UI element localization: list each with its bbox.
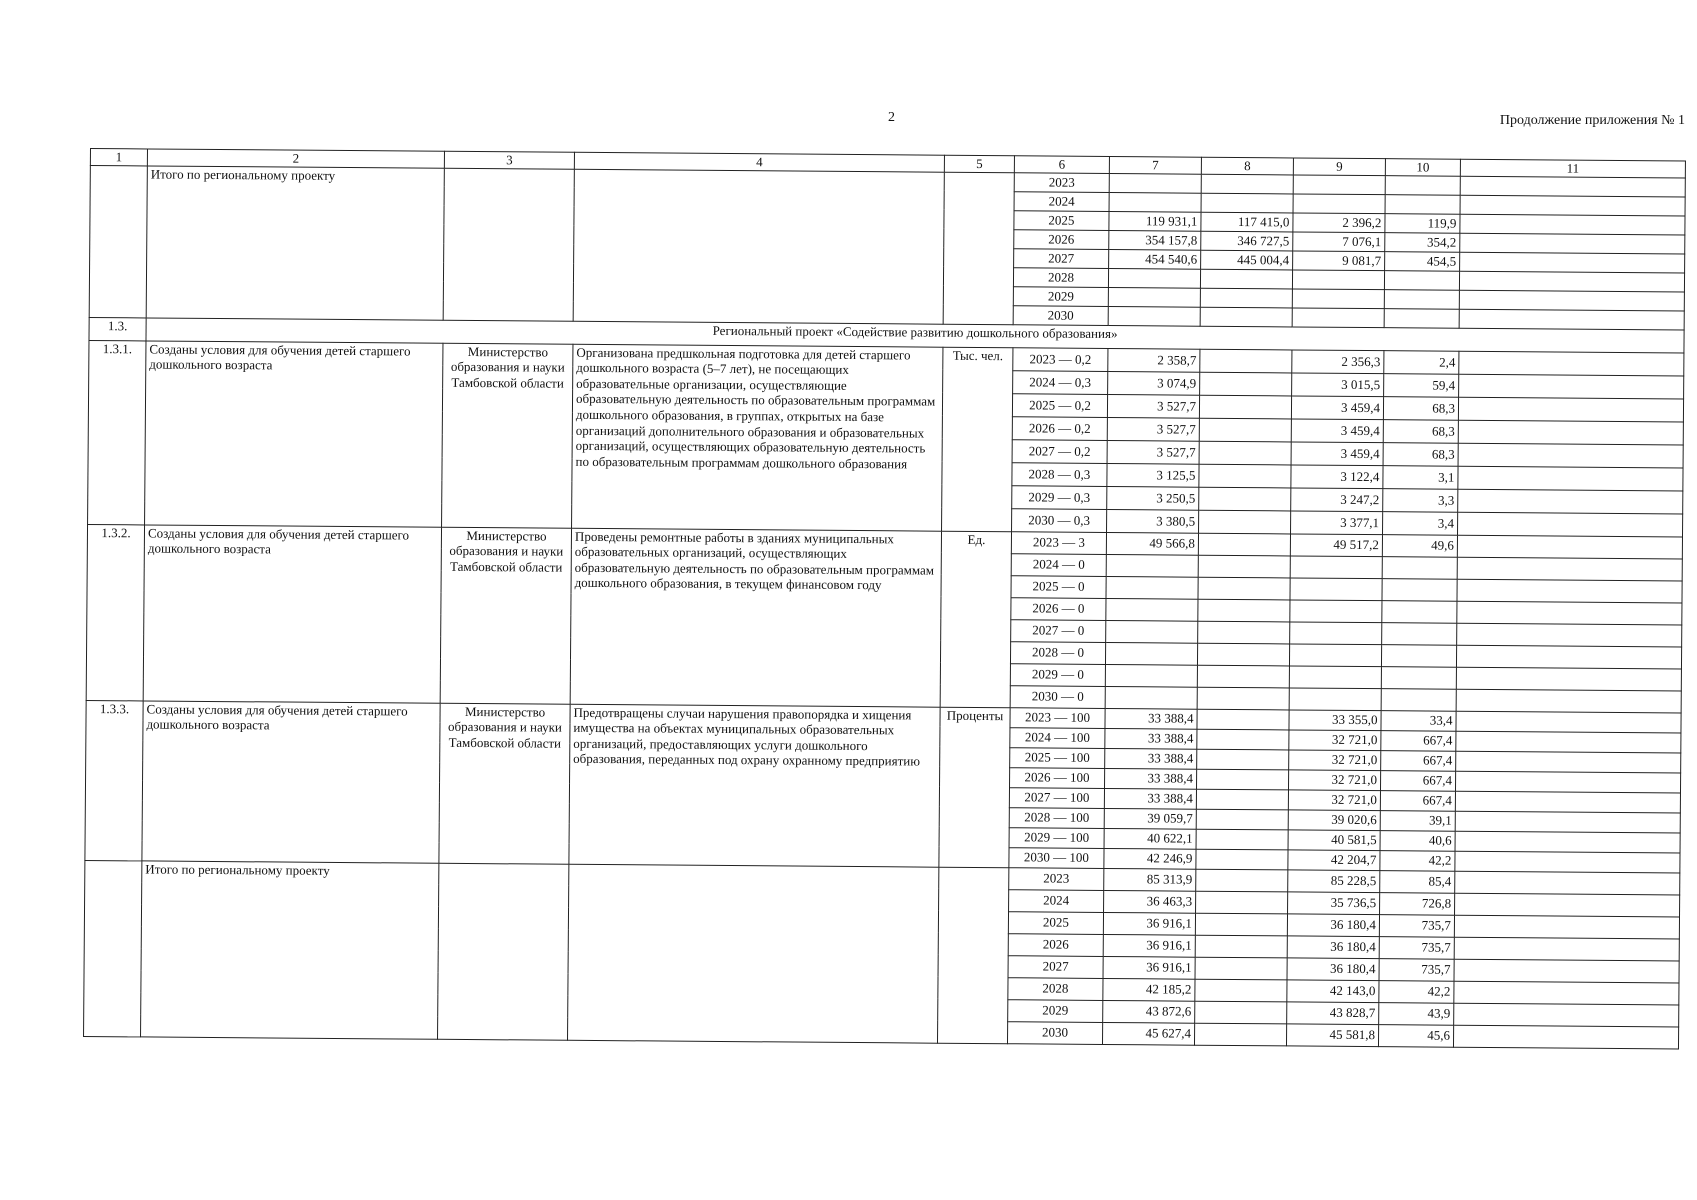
value-col9: 32 721,0 [1289, 730, 1381, 751]
value-col10: 49,6 [1382, 534, 1457, 557]
value-col11 [1456, 711, 1681, 733]
total-desc-cell [573, 169, 944, 324]
value-col9 [1289, 666, 1381, 689]
value-col11 [1455, 771, 1680, 793]
value-col10: 3,4 [1383, 511, 1458, 535]
year-cell: 2023 — 3 [1011, 531, 1106, 554]
year-cell: 2024 — 100 [1010, 727, 1105, 748]
value-col7 [1109, 192, 1201, 212]
value-col11 [1460, 176, 1685, 197]
value-col9: 36 180,4 [1287, 914, 1379, 937]
value-col8: 346 727,5 [1201, 231, 1293, 251]
item-number: 1.3.3. [85, 700, 143, 860]
value-col10 [1381, 688, 1456, 711]
year-cell: 2030 — 100 [1009, 847, 1104, 868]
value-col7: 36 916,1 [1103, 956, 1195, 979]
value-col8 [1196, 789, 1288, 810]
value-col10: 85,4 [1380, 870, 1455, 893]
value-col10: 45,6 [1378, 1024, 1453, 1047]
value-col7: 36 916,1 [1103, 912, 1195, 935]
value-col8 [1196, 849, 1288, 870]
item-ministry: Министерство образования и науки Тамбовской области [442, 343, 573, 528]
value-col11 [1455, 831, 1680, 853]
value-col7 [1108, 306, 1200, 326]
value-col10 [1382, 578, 1457, 601]
value-col11 [1458, 397, 1683, 422]
col-num: 4 [574, 152, 944, 171]
value-col9 [1293, 194, 1385, 214]
value-col9: 3 377,1 [1291, 511, 1383, 535]
value-col7: 45 627,4 [1102, 1022, 1194, 1045]
value-col8 [1196, 829, 1288, 850]
value-col8 [1199, 418, 1291, 442]
value-col9 [1292, 289, 1384, 309]
value-col11 [1455, 893, 1680, 917]
value-col7: 33 388,4 [1105, 708, 1197, 729]
value-col7: 3 527,7 [1107, 440, 1199, 464]
value-col8 [1201, 193, 1293, 213]
value-col7: 42 246,9 [1104, 848, 1196, 869]
value-col10: 68,3 [1383, 442, 1458, 466]
value-col10: 735,7 [1379, 958, 1454, 981]
year-cell: 2024 [1014, 191, 1109, 211]
value-col7: 3 074,9 [1108, 371, 1200, 395]
item-description: Проведены ремонтные работы в зданиях муниципальных образовательных организаций, осуществляющих образовательную деятельность по образовательным программам дошкольного образования, в текущем финансовом году [570, 528, 941, 707]
value-col11 [1457, 579, 1682, 603]
year-cell: 2023 [1009, 867, 1104, 890]
value-col11 [1458, 489, 1683, 514]
col-num: 3 [444, 151, 574, 169]
year-cell: 2024 [1009, 889, 1104, 912]
value-col7: 33 388,4 [1105, 728, 1197, 749]
year-cell: 2028 — 0 [1010, 641, 1105, 664]
col-num: 7 [1109, 157, 1201, 174]
year-cell: 2025 — 0 [1011, 575, 1106, 598]
value-col10: 42,2 [1380, 850, 1455, 871]
col-num: 10 [1385, 159, 1460, 176]
value-col8: 445 004,4 [1201, 250, 1293, 270]
value-col9: 7 076,1 [1293, 232, 1385, 252]
value-col10 [1385, 194, 1460, 214]
value-col8 [1196, 809, 1288, 830]
year-cell: 2023 — 100 [1010, 707, 1105, 728]
total-label: Итого по региональному проекту [146, 166, 444, 320]
value-col10: 454,5 [1385, 251, 1460, 271]
value-col9 [1292, 270, 1384, 290]
year-cell: 2026 — 100 [1010, 767, 1105, 788]
value-col7: 33 388,4 [1104, 788, 1196, 809]
value-col8 [1199, 441, 1291, 465]
value-col10: 3,3 [1383, 488, 1458, 512]
value-col9 [1290, 578, 1382, 601]
value-col8 [1197, 643, 1289, 666]
year-cell: 2029 — 0 [1010, 663, 1105, 686]
value-col9: 40 581,5 [1288, 830, 1380, 851]
value-col8 [1195, 913, 1287, 936]
value-col10: 354,2 [1385, 232, 1460, 252]
total-num-cell [84, 860, 142, 1036]
total-desc-cell [568, 864, 939, 1043]
value-col7: 3 250,5 [1107, 486, 1199, 510]
value-col11 [1459, 374, 1684, 399]
value-col8 [1200, 307, 1292, 327]
col-num: 6 [1014, 156, 1109, 173]
value-col10: 726,8 [1380, 892, 1455, 915]
value-col7: 33 388,4 [1105, 768, 1197, 789]
value-col9: 3 459,4 [1291, 442, 1383, 466]
year-cell: 2027 [1014, 248, 1109, 268]
value-col8 [1199, 487, 1291, 511]
total-ministry-cell [443, 168, 574, 321]
value-col10: 667,4 [1380, 770, 1455, 791]
value-col10: 43,9 [1379, 1002, 1454, 1025]
appendix-table-sheet [83, 148, 1685, 1049]
value-col8 [1199, 510, 1291, 534]
year-cell: 2029 [1008, 999, 1103, 1022]
value-col9: 32 721,0 [1289, 750, 1381, 771]
col-num: 2 [147, 149, 444, 168]
item-unit: Проценты [939, 707, 1010, 868]
value-col7: 36 463,3 [1104, 890, 1196, 913]
value-col9: 36 180,4 [1287, 958, 1379, 981]
item-description: Организована предшкольная подготовка для детей старшего дошкольного возраста (5–7 лет), не посещающих образовательные организации, осуществляющие образовательную деятельность по образовательным программам дошкольного образования, в группах, открытых на базе организаций дополнительного образования и образовательных организаций, осуществляющих образовательную деятельность по образовательным программам дошкольного образования [572, 344, 943, 531]
value-col8 [1197, 709, 1289, 730]
item-name: Созданы условия для обучения детей старшего дошкольного возраста [142, 701, 440, 863]
value-col7 [1106, 576, 1198, 599]
value-col7: 3 380,5 [1107, 509, 1199, 533]
value-col10 [1381, 666, 1456, 689]
value-col7: 119 931,1 [1109, 211, 1201, 231]
year-cell: 2029 — 0,3 [1012, 485, 1107, 509]
value-col8 [1196, 891, 1288, 914]
total-num-cell [89, 165, 147, 317]
value-col10: 667,4 [1380, 790, 1455, 811]
year-cell: 2023 [1014, 172, 1109, 192]
year-cell: 2030 — 0 [1010, 685, 1105, 708]
value-col10: 735,7 [1379, 914, 1454, 937]
value-col7 [1106, 620, 1198, 643]
value-col10 [1384, 308, 1459, 328]
value-col10: 40,6 [1380, 830, 1455, 851]
item-name: Созданы условия для обучения детей старшего дошкольного возраста [143, 525, 441, 703]
value-col9: 32 721,0 [1288, 790, 1380, 811]
value-col10: 42,2 [1379, 980, 1454, 1003]
item-unit: Тыс. чел. [942, 347, 1013, 532]
value-col8 [1197, 769, 1289, 790]
value-col9: 42 143,0 [1287, 980, 1379, 1003]
value-col9 [1293, 175, 1385, 195]
appendix-table [83, 148, 1686, 1049]
value-col10: 667,4 [1381, 750, 1456, 771]
value-col11 [1460, 233, 1685, 254]
year-cell: 2023 — 0,2 [1013, 347, 1108, 371]
value-col9: 32 721,0 [1288, 770, 1380, 791]
total-label: Итого по региональному проекту [141, 861, 439, 1039]
value-col10: 119,9 [1385, 213, 1460, 233]
value-col11 [1454, 915, 1679, 939]
value-col9: 45 581,8 [1286, 1024, 1378, 1047]
value-col11 [1460, 195, 1685, 216]
item-number: 1.3.2. [86, 524, 144, 700]
total-unit-cell [943, 172, 1014, 325]
value-col11 [1458, 420, 1683, 445]
value-col11 [1458, 443, 1683, 468]
col-num: 9 [1293, 158, 1385, 175]
year-cell: 2026 [1014, 229, 1109, 249]
value-col7: 39 059,7 [1104, 808, 1196, 829]
value-col11 [1453, 1025, 1678, 1049]
value-col11 [1456, 667, 1681, 691]
value-col7 [1108, 268, 1200, 288]
value-col7 [1105, 686, 1197, 709]
value-col8 [1195, 935, 1287, 958]
year-cell: 2025 [1008, 911, 1103, 934]
total-ministry-cell [438, 863, 569, 1040]
value-col9: 42 204,7 [1288, 850, 1380, 871]
value-col11 [1455, 791, 1680, 813]
col-num: 5 [944, 155, 1014, 172]
value-col7: 354 157,8 [1109, 230, 1201, 250]
value-col10: 68,3 [1383, 419, 1458, 443]
value-col7 [1106, 598, 1198, 621]
value-col9: 2 356,3 [1292, 350, 1384, 374]
value-col11 [1459, 351, 1684, 376]
item-ministry: Министерство образования и науки Тамбовской области [439, 703, 570, 864]
value-col10: 68,3 [1383, 396, 1458, 420]
value-col11 [1456, 731, 1681, 753]
value-col11 [1458, 512, 1683, 537]
value-col7: 2 358,7 [1108, 348, 1200, 372]
value-col10 [1381, 644, 1456, 667]
value-col9 [1292, 308, 1384, 328]
value-col9: 43 828,7 [1287, 1002, 1379, 1025]
value-col11 [1455, 851, 1680, 873]
value-col10: 3,1 [1383, 465, 1458, 489]
value-col11 [1454, 959, 1679, 983]
value-col9: 3 459,4 [1291, 396, 1383, 420]
value-col7 [1106, 554, 1198, 577]
value-col8 [1198, 599, 1290, 622]
value-col9: 39 020,6 [1288, 810, 1380, 831]
value-col8 [1199, 464, 1291, 488]
value-col7: 3 527,7 [1107, 394, 1199, 418]
value-col8 [1200, 349, 1292, 373]
value-col11 [1460, 252, 1685, 273]
item-unit: Ед. [940, 531, 1011, 708]
year-cell: 2025 [1014, 210, 1109, 230]
value-col8 [1199, 395, 1291, 419]
value-col11 [1456, 645, 1681, 669]
year-cell: 2029 [1013, 286, 1108, 306]
value-col8 [1200, 288, 1292, 308]
value-col7: 33 388,4 [1105, 748, 1197, 769]
value-col10 [1385, 175, 1460, 195]
year-cell: 2027 — 100 [1009, 787, 1104, 808]
value-col11 [1457, 623, 1682, 647]
value-col11 [1457, 601, 1682, 625]
value-col9: 85 228,5 [1288, 870, 1380, 893]
value-col9: 33 355,0 [1289, 710, 1381, 731]
year-cell: 2024 — 0,3 [1013, 370, 1108, 394]
value-col8 [1200, 372, 1292, 396]
year-cell: 2025 — 0,2 [1012, 393, 1107, 417]
value-col8: 117 415,0 [1201, 212, 1293, 232]
value-col11 [1454, 1003, 1679, 1027]
value-col8 [1195, 957, 1287, 980]
year-cell: 2027 [1008, 955, 1103, 978]
value-col11 [1459, 290, 1684, 311]
value-col9: 2 396,2 [1293, 213, 1385, 233]
year-cell: 2030 [1013, 305, 1108, 325]
value-col11 [1460, 214, 1685, 235]
year-cell: 2028 [1013, 267, 1108, 287]
value-col8 [1197, 729, 1289, 750]
value-col8 [1198, 621, 1290, 644]
value-col7 [1105, 664, 1197, 687]
value-col11 [1458, 466, 1683, 491]
total-unit-cell [937, 867, 1008, 1044]
value-col8 [1194, 1023, 1286, 1046]
year-cell: 2028 — 0,3 [1012, 462, 1107, 486]
year-cell: 2027 — 0,2 [1012, 439, 1107, 463]
value-col11 [1457, 557, 1682, 581]
value-col8 [1198, 577, 1290, 600]
value-col8 [1195, 979, 1287, 1002]
item-ministry: Министерство образования и науки Тамбовской области [440, 527, 571, 704]
item-number: 1.3.1. [88, 340, 146, 524]
value-col9 [1290, 556, 1382, 579]
year-cell: 2026 — 0,2 [1012, 416, 1107, 440]
value-col8 [1201, 174, 1293, 194]
value-col11 [1459, 309, 1684, 330]
value-col11 [1454, 937, 1679, 961]
value-col11 [1455, 871, 1680, 895]
value-col9 [1290, 622, 1382, 645]
value-col8 [1197, 687, 1289, 710]
value-col7: 49 566,8 [1106, 532, 1198, 555]
value-col8 [1200, 269, 1292, 289]
value-col9: 9 081,7 [1293, 251, 1385, 271]
value-col11 [1459, 271, 1684, 292]
continuation-note: Продолжение приложения № 1 [1499, 113, 1685, 128]
value-col7: 85 313,9 [1104, 868, 1196, 891]
value-col9: 49 517,2 [1290, 534, 1382, 557]
value-col7 [1109, 173, 1201, 193]
value-col10: 59,4 [1384, 373, 1459, 397]
value-col11 [1454, 981, 1679, 1005]
value-col8 [1196, 869, 1288, 892]
value-col9 [1289, 688, 1381, 711]
year-cell: 2028 [1008, 977, 1103, 1000]
value-col7 [1108, 287, 1200, 307]
value-col7: 3 125,5 [1107, 463, 1199, 487]
value-col10 [1384, 289, 1459, 309]
value-col10: 667,4 [1381, 730, 1456, 751]
value-col10: 33,4 [1381, 710, 1456, 731]
value-col11 [1456, 751, 1681, 773]
value-col11 [1457, 535, 1682, 559]
value-col10 [1382, 556, 1457, 579]
year-cell: 2025 — 100 [1010, 747, 1105, 768]
value-col9: 3 122,4 [1291, 465, 1383, 489]
value-col9 [1290, 600, 1382, 623]
year-cell: 2026 [1008, 933, 1103, 956]
year-cell: 2030 [1007, 1021, 1102, 1044]
section-number: 1.3. [89, 317, 146, 340]
col-num: 1 [90, 149, 147, 166]
value-col8 [1198, 533, 1290, 556]
year-cell: 2026 — 0 [1011, 597, 1106, 620]
year-cell: 2029 — 100 [1009, 827, 1104, 848]
page-number: 2 [888, 110, 895, 125]
value-col11 [1456, 689, 1681, 713]
value-col8 [1197, 749, 1289, 770]
value-col7: 454 540,6 [1109, 249, 1201, 269]
value-col9 [1289, 644, 1381, 667]
item-name: Созданы условия для обучения детей старшего дошкольного возраста [145, 341, 443, 527]
value-col7: 40 622,1 [1104, 828, 1196, 849]
value-col10 [1384, 270, 1459, 290]
value-col10: 39,1 [1380, 810, 1455, 831]
item-description: Предотвращены случаи нарушения правопорядка и хищения имущества на объектах муниципальных образовательных организаций, предоставляющих услуги дошкольного образования, переданных под охрану охранному предприятию [569, 704, 940, 867]
value-col9: 36 180,4 [1287, 936, 1379, 959]
value-col11 [1455, 811, 1680, 833]
value-col8 [1195, 1001, 1287, 1024]
section-title: Региональный проект «Содействие развитию дошкольного образования» [146, 318, 1684, 353]
value-col10 [1382, 600, 1457, 623]
year-cell: 2028 — 100 [1009, 807, 1104, 828]
value-col7: 3 527,7 [1107, 417, 1199, 441]
value-col9: 3 459,4 [1291, 419, 1383, 443]
value-col7 [1105, 642, 1197, 665]
year-cell: 2024 — 0 [1011, 553, 1106, 576]
year-cell: 2027 — 0 [1011, 619, 1106, 642]
value-col10: 735,7 [1379, 936, 1454, 959]
value-col9: 35 736,5 [1288, 892, 1380, 915]
value-col10 [1382, 622, 1457, 645]
value-col8 [1198, 555, 1290, 578]
col-num: 11 [1460, 159, 1685, 177]
value-col10: 2,4 [1384, 350, 1459, 374]
value-col8 [1197, 665, 1289, 688]
col-num: 8 [1201, 157, 1293, 174]
value-col7: 36 916,1 [1103, 934, 1195, 957]
value-col7: 42 185,2 [1103, 978, 1195, 1001]
value-col9: 3 015,5 [1292, 373, 1384, 397]
value-col9: 3 247,2 [1291, 488, 1383, 512]
value-col7: 43 872,6 [1103, 1000, 1195, 1023]
year-cell: 2030 — 0,3 [1012, 508, 1107, 532]
